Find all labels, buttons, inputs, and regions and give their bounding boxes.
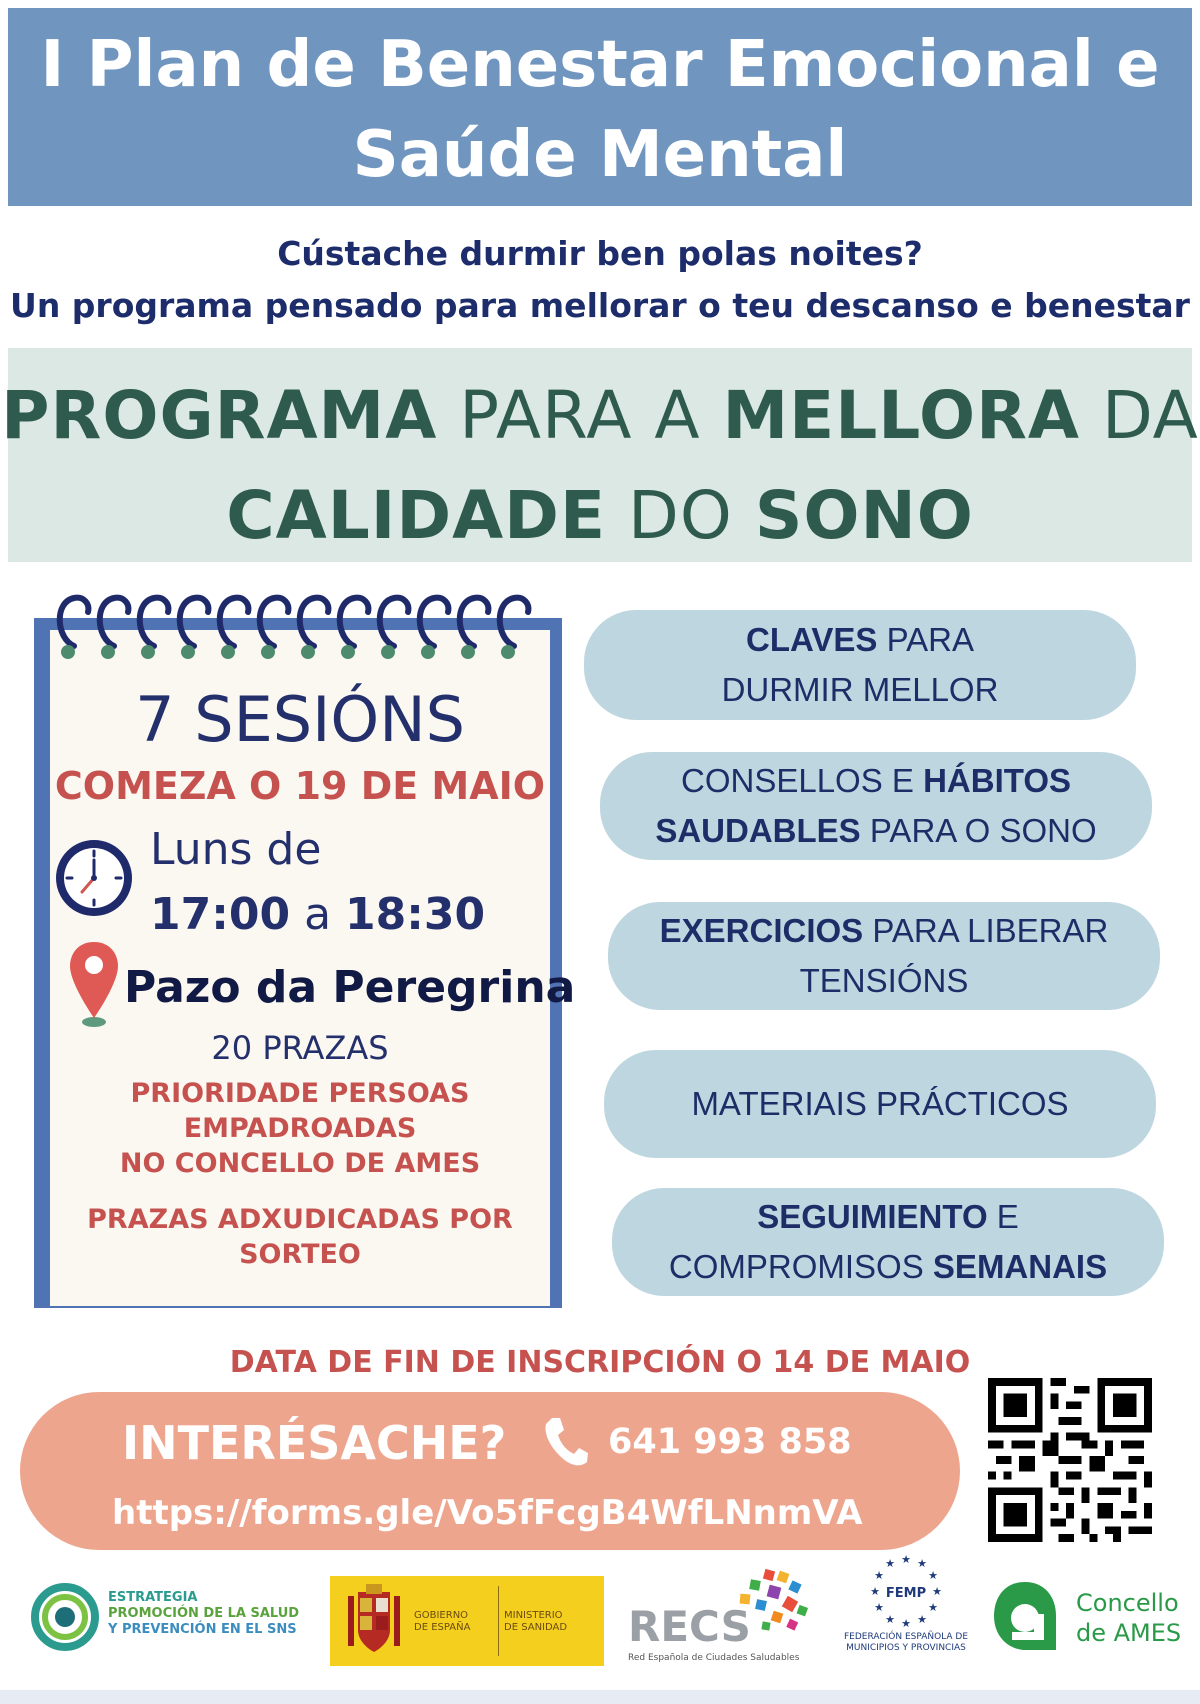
topic-text: DURMIR MELLOR [721, 671, 999, 708]
main-title [0, 20, 1200, 200]
svg-text:★: ★ [928, 1569, 938, 1582]
ministerio-text [504, 1610, 594, 1634]
svg-text:★: ★ [928, 1601, 938, 1614]
estrategia-logo-text [108, 1590, 299, 1638]
ministerio-line: MINISTERIO [504, 1610, 563, 1621]
topic-text: TENSIÓNS [799, 962, 969, 999]
femp-logo-text: FEMP [885, 1586, 927, 1601]
start-date: COMEZA O 19 DE MAIO [54, 764, 546, 808]
places-count: 20 PRAZAS [211, 1029, 389, 1067]
program-word: CALIDADE [226, 477, 607, 554]
recs-subtitle: Red Española de Ciudades Saludables [628, 1653, 800, 1663]
priority-line: PRIORIDADE PERSOAS [130, 1078, 470, 1109]
main-title-line1: I Plan de Benestar Emocional e [40, 28, 1160, 102]
estrategia-line: Y PREVENCIÓN EN EL SNS [108, 1622, 297, 1637]
program-word: PARA A [459, 377, 701, 454]
time-from: 17:00 [150, 889, 291, 940]
phone-icon [540, 1414, 590, 1470]
program-title [0, 366, 1200, 566]
coat-of-arms-icon [342, 1582, 406, 1660]
recs-logo-text: RECS [628, 1602, 751, 1651]
topic-text: COMPROMISOS [668, 1248, 924, 1285]
svg-text:★: ★ [917, 1557, 927, 1570]
time-to: 18:30 [345, 889, 486, 940]
priority-line: EMPADROADAS [183, 1113, 417, 1144]
session-time [150, 885, 485, 945]
main-title-line2: Saúde Mental [352, 118, 848, 192]
lottery-line: PRAZAS ADXUDICADAS POR [87, 1204, 513, 1235]
svg-text:★: ★ [901, 1553, 911, 1566]
gobierno-line: DE ESPAÑA [414, 1622, 471, 1633]
topic-bold: SAUDABLES [655, 812, 861, 849]
topic-pill-follow-up [612, 1188, 1164, 1296]
program-word: DO [628, 477, 733, 554]
ames-line: de AMES [1076, 1619, 1182, 1647]
estrategia-line: PROMOCIÓN DE LA SALUD [108, 1606, 300, 1621]
femp-line: MUNICIPIOS Y PROVINCIAS [846, 1643, 966, 1653]
topic-bold: SEMANAIS [932, 1248, 1108, 1285]
topic-pill-materials [604, 1050, 1156, 1158]
svg-text:★: ★ [870, 1585, 880, 1598]
femp-line: FEDERACIÓN ESPAÑOLA DE [843, 1632, 969, 1642]
program-word: DA [1102, 377, 1199, 454]
topic-bold: HÁBITOS [923, 762, 1071, 799]
sessions-count: 7 SESIÓNS [135, 683, 465, 756]
program-word: SONO [754, 477, 974, 554]
topic-text: PARA [886, 621, 974, 658]
estrategia-line: ESTRATEGIA [108, 1590, 198, 1605]
qr-code-icon[interactable] [988, 1378, 1152, 1542]
svg-text:★: ★ [874, 1601, 884, 1614]
svg-text:★: ★ [901, 1617, 911, 1630]
concello-ames-logo-icon [990, 1574, 1060, 1658]
topic-text: CONSELLOS E [681, 762, 914, 799]
subtitle-question: Cústache durmir ben polas noites? [277, 234, 923, 273]
session-days: Luns de [150, 824, 322, 875]
gobierno-line: GOBIERNO [414, 1610, 469, 1621]
subtitle [0, 228, 1200, 332]
topic-pill-habits [600, 752, 1152, 860]
femp-logo-icon [866, 1552, 946, 1632]
subtitle-description: Un programa pensado para mellorar o teu descanso e benestar [10, 286, 1190, 325]
map-pin-icon [66, 938, 122, 1030]
program-word: PROGRAMA [1, 377, 438, 454]
topic-text: MATERIAIS PRÁCTICOS [691, 1085, 1069, 1122]
topic-bold: EXERCICIOS [659, 912, 864, 949]
lottery-line: SORTEO [239, 1239, 361, 1270]
gobierno-divider [498, 1586, 499, 1656]
registration-deadline: DATA DE FIN DE INSCRIPCIÓN O 14 DE MAIO [229, 1345, 971, 1380]
venue: Pazo da Peregrina [124, 962, 576, 1013]
topic-pill-exercises [608, 902, 1160, 1010]
ames-line: Concello [1076, 1589, 1179, 1617]
svg-text:★: ★ [885, 1613, 895, 1626]
topic-text: E [996, 1198, 1019, 1235]
svg-text:★: ★ [932, 1585, 942, 1598]
phone-number[interactable]: 641 993 858 [608, 1422, 852, 1462]
gobierno-text [414, 1610, 494, 1634]
femp-subtitle [836, 1632, 976, 1654]
topic-text: PARA LIBERAR [872, 912, 1109, 949]
program-word: MELLORA [722, 377, 1081, 454]
concello-ames-text [1076, 1588, 1181, 1648]
registration-link[interactable]: https://forms.gle/Vo5fFcgB4WfLNnmVA [112, 1493, 863, 1533]
clock-icon [52, 836, 136, 920]
svg-text:★: ★ [874, 1569, 884, 1582]
ministerio-line: DE SANIDAD [504, 1622, 568, 1633]
topic-pill-keys [584, 610, 1136, 720]
topic-text: PARA O SONO [869, 812, 1097, 849]
topic-bold: CLAVES [746, 621, 878, 658]
priority-note [50, 1076, 550, 1181]
bottom-border [0, 1690, 1200, 1704]
lottery-note [50, 1202, 550, 1272]
priority-line: NO CONCELLO DE AMES [119, 1148, 481, 1179]
interest-heading: INTERÉSACHE? [122, 1416, 507, 1470]
spiral-binding-icon [46, 588, 546, 668]
estrategia-logo-icon [30, 1582, 100, 1652]
time-separator: a [304, 889, 332, 940]
svg-text:★: ★ [885, 1557, 895, 1570]
svg-text:★: ★ [917, 1613, 927, 1626]
topic-bold: SEGUIMIENTO [757, 1198, 988, 1235]
